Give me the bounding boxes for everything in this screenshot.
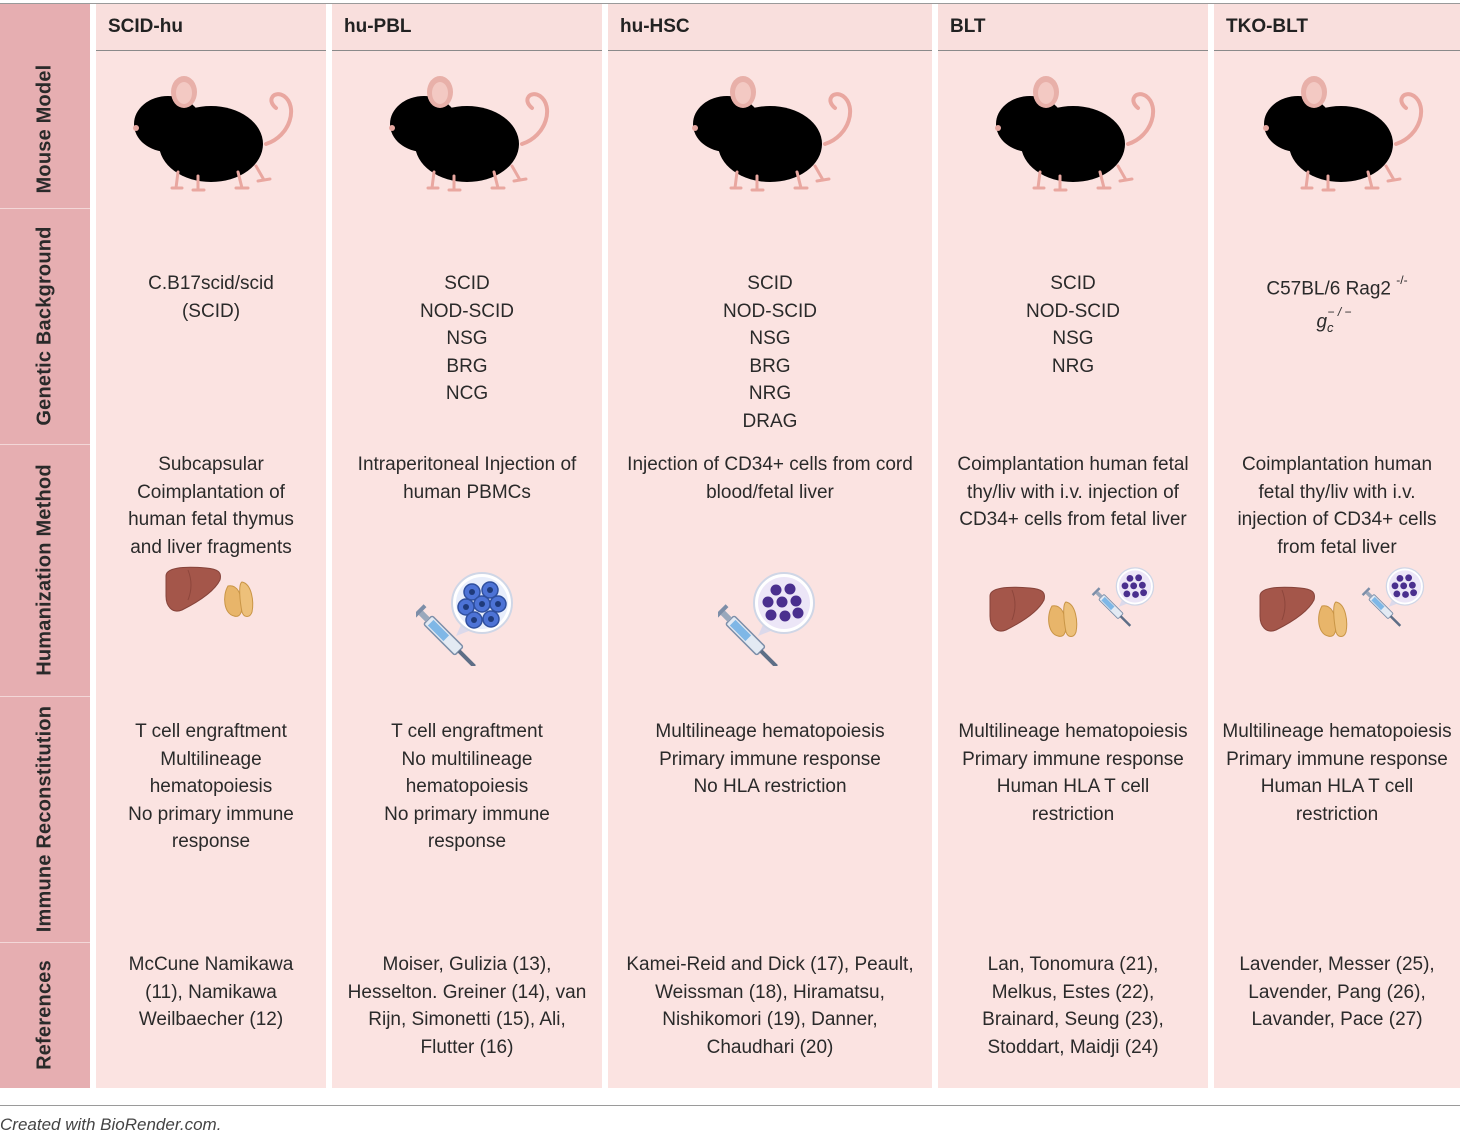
humanization-method-cell bbox=[938, 451, 1208, 534]
text-line: Chaudhari (20) bbox=[706, 1036, 834, 1058]
text-line: BRG bbox=[446, 355, 488, 377]
humanization-method-cell bbox=[1214, 451, 1460, 561]
row-label-text: References bbox=[33, 960, 56, 1070]
row-label-immune-reconstitution bbox=[0, 696, 90, 942]
text-line: human fetal thymus bbox=[128, 509, 294, 530]
text-line: McCune Namikawa bbox=[128, 954, 294, 975]
text-line: NOD-SCID bbox=[723, 300, 817, 322]
syringe-hsc-icon bbox=[718, 570, 822, 666]
text-line: and liver fragments bbox=[130, 536, 292, 558]
syringe-pbmc-icon bbox=[416, 570, 520, 666]
references-cell bbox=[938, 951, 1208, 1061]
row-label-references bbox=[0, 942, 90, 1088]
liver-thymus-syringe-icon bbox=[1256, 566, 1428, 646]
column-title: hu-PBL bbox=[344, 16, 412, 37]
immune-reconstitution-cell bbox=[332, 718, 602, 856]
text-line: No primary immune bbox=[128, 803, 294, 825]
column-header bbox=[938, 4, 1208, 51]
gene-symbol: g bbox=[1316, 311, 1328, 333]
text-line: SCID bbox=[747, 273, 793, 294]
text-line: from fetal liver bbox=[1277, 536, 1397, 558]
text-line: NRG bbox=[748, 383, 792, 404]
text-line: Flutter (16) bbox=[420, 1036, 514, 1058]
text-line: CD34+ cells from fetal liver bbox=[959, 509, 1187, 530]
references-cell bbox=[608, 951, 932, 1061]
white-mouse-icon bbox=[978, 66, 1168, 196]
text-line: Multilineage hematopoiesis bbox=[655, 721, 885, 742]
text-line: No primary immune bbox=[384, 803, 550, 825]
text-line: T cell engraftment bbox=[135, 721, 287, 742]
text-line: Brainard, Seung (23), bbox=[982, 1009, 1164, 1030]
column-hu-pbl bbox=[332, 4, 602, 1088]
text-line: NSG bbox=[1052, 328, 1094, 349]
table-bottom-rule bbox=[0, 1105, 1460, 1106]
row-label-text: Immune Reconstitution bbox=[33, 705, 56, 933]
text-line: thy/liv with i.v. injection of bbox=[967, 481, 1179, 503]
black-mouse-icon bbox=[1246, 66, 1436, 196]
column-title: TKO-BLT bbox=[1226, 16, 1308, 37]
genetic-background-cell bbox=[1214, 270, 1460, 341]
text-line: Nishikomori (19), Danner, bbox=[662, 1009, 878, 1030]
text-line: Multilineage bbox=[160, 748, 262, 770]
text-line: No HLA restriction bbox=[693, 776, 847, 797]
column-header bbox=[332, 4, 602, 51]
white-mouse-icon bbox=[116, 66, 306, 196]
text-line: Intraperitoneal Injection of bbox=[357, 454, 577, 475]
genetic-background-cell bbox=[938, 270, 1208, 380]
immune-reconstitution-cell bbox=[96, 718, 326, 856]
white-mouse-icon bbox=[372, 66, 562, 196]
text-line: NOD-SCID bbox=[1026, 300, 1120, 322]
references-cell bbox=[332, 951, 602, 1061]
text-line: Multilineage hematopoiesis bbox=[958, 721, 1188, 742]
row-label-text: Humanization Method bbox=[33, 464, 56, 676]
text-line: hematopoiesis bbox=[405, 776, 529, 797]
text-line: Moiser, Gulizia (13), bbox=[382, 954, 552, 975]
text-line: fetal thy/liv with i.v. bbox=[1258, 481, 1416, 503]
text-line: Weissman (18), Hiramatsu, bbox=[655, 981, 885, 1003]
text-line bbox=[1214, 303, 1460, 342]
text-line: injection of CD34+ cells bbox=[1237, 509, 1437, 530]
text-line bbox=[1214, 270, 1460, 303]
text-line: NSG bbox=[749, 328, 791, 349]
column-tko-blt bbox=[1214, 4, 1460, 1088]
column-header bbox=[96, 4, 326, 51]
text-line: Human HLA T cell bbox=[1260, 776, 1414, 797]
text-line: C.B17scid/scid bbox=[148, 273, 274, 294]
row-label-text: Mouse Model bbox=[33, 64, 56, 194]
text-line: SCID bbox=[1050, 273, 1096, 294]
text-line: Lavender, Pang (26), bbox=[1248, 981, 1426, 1003]
genetic-background-cell bbox=[332, 270, 602, 408]
humanization-method-cell bbox=[96, 451, 326, 561]
text-line: hematopoiesis bbox=[149, 776, 273, 797]
text-line: Kamei-Reid and Dick (17), Peault, bbox=[626, 954, 914, 975]
text-line: NRG bbox=[1051, 355, 1095, 377]
text-line: restriction bbox=[1295, 803, 1379, 825]
immune-reconstitution-cell bbox=[1214, 718, 1460, 828]
row-label-column bbox=[0, 4, 90, 1088]
text-line: Primary immune response bbox=[1226, 748, 1448, 770]
text-line: Primary immune response bbox=[659, 748, 881, 770]
white-mouse-icon bbox=[675, 66, 865, 196]
text-line: Weilbaecher (12) bbox=[138, 1009, 284, 1030]
column-header bbox=[1214, 4, 1460, 51]
text-line: (SCID) bbox=[181, 300, 241, 322]
humanization-method-cell bbox=[608, 451, 932, 506]
text-line: Stoddart, Maidji (24) bbox=[987, 1036, 1159, 1058]
text-line: Coimplantation of bbox=[137, 481, 285, 503]
row-label-humanization-method bbox=[0, 444, 90, 696]
genetic-background-cell bbox=[608, 270, 932, 435]
text-line: T cell engraftment bbox=[391, 721, 543, 742]
text-line: Subcapsular bbox=[158, 454, 264, 475]
column-header bbox=[608, 4, 932, 51]
column-scid-hu bbox=[96, 4, 326, 1088]
row-label-mouse-model bbox=[0, 50, 90, 208]
text-line: human PBMCs bbox=[403, 481, 531, 503]
text-line: restriction bbox=[1031, 803, 1115, 825]
text-line: DRAG bbox=[742, 410, 798, 432]
column-title: BLT bbox=[950, 16, 986, 37]
text-line: Multilineage hematopoiesis bbox=[1222, 721, 1452, 742]
text-line: NSG bbox=[446, 328, 488, 349]
text-line: NOD-SCID bbox=[420, 300, 514, 322]
text-line: blood/fetal liver bbox=[706, 481, 834, 503]
text-line: No multilineage bbox=[401, 748, 533, 770]
references-cell bbox=[1214, 951, 1460, 1034]
text-line: Melkus, Estes (22), bbox=[991, 981, 1155, 1003]
text-line: Coimplantation human bbox=[1241, 454, 1433, 475]
text-line: Injection of CD34+ cells from cord bbox=[627, 454, 913, 475]
text-line: Lavender, Messer (25), bbox=[1239, 954, 1435, 975]
superscript: -/- bbox=[1396, 273, 1408, 287]
text-line: Primary immune response bbox=[962, 748, 1184, 770]
text-line: Coimplantation human fetal bbox=[957, 454, 1189, 475]
credit-line: Created with BioRender.com. bbox=[0, 1115, 222, 1134]
text-line: response bbox=[171, 831, 251, 852]
text-line: NCG bbox=[445, 383, 489, 404]
row-label-text: Genetic Background bbox=[33, 226, 56, 426]
text-line: BRG bbox=[749, 355, 791, 377]
column-title: SCID-hu bbox=[108, 16, 183, 37]
humanization-method-cell bbox=[332, 451, 602, 506]
immune-reconstitution-cell bbox=[608, 718, 932, 801]
references-cell bbox=[96, 951, 326, 1034]
genetic-background-cell bbox=[96, 270, 326, 325]
text-line: (11), Namikawa bbox=[145, 981, 277, 1003]
immune-reconstitution-cell bbox=[938, 718, 1208, 828]
superscript: − / − bbox=[1327, 304, 1352, 319]
row-label-genetic-background bbox=[0, 208, 90, 444]
strain-name: C57BL/6 Rag2 bbox=[1266, 278, 1392, 300]
subscript: c bbox=[1327, 319, 1334, 335]
text-line: Lavander, Pace (27) bbox=[1251, 1009, 1423, 1030]
text-line: Lan, Tonomura (21), bbox=[987, 954, 1159, 975]
column-title: hu-HSC bbox=[620, 16, 690, 37]
column-hu-hsc bbox=[608, 4, 932, 1088]
column-blt bbox=[938, 4, 1208, 1088]
text-line: Human HLA T cell bbox=[996, 776, 1150, 797]
liver-thymus-icon bbox=[162, 566, 258, 624]
text-line: SCID bbox=[444, 273, 490, 294]
text-line: response bbox=[427, 831, 507, 852]
text-line: Rijn, Simonetti (15), Ali, bbox=[368, 1009, 566, 1030]
liver-thymus-syringe-icon bbox=[986, 566, 1158, 646]
text-line: Hesselton. Greiner (14), van bbox=[347, 981, 587, 1003]
